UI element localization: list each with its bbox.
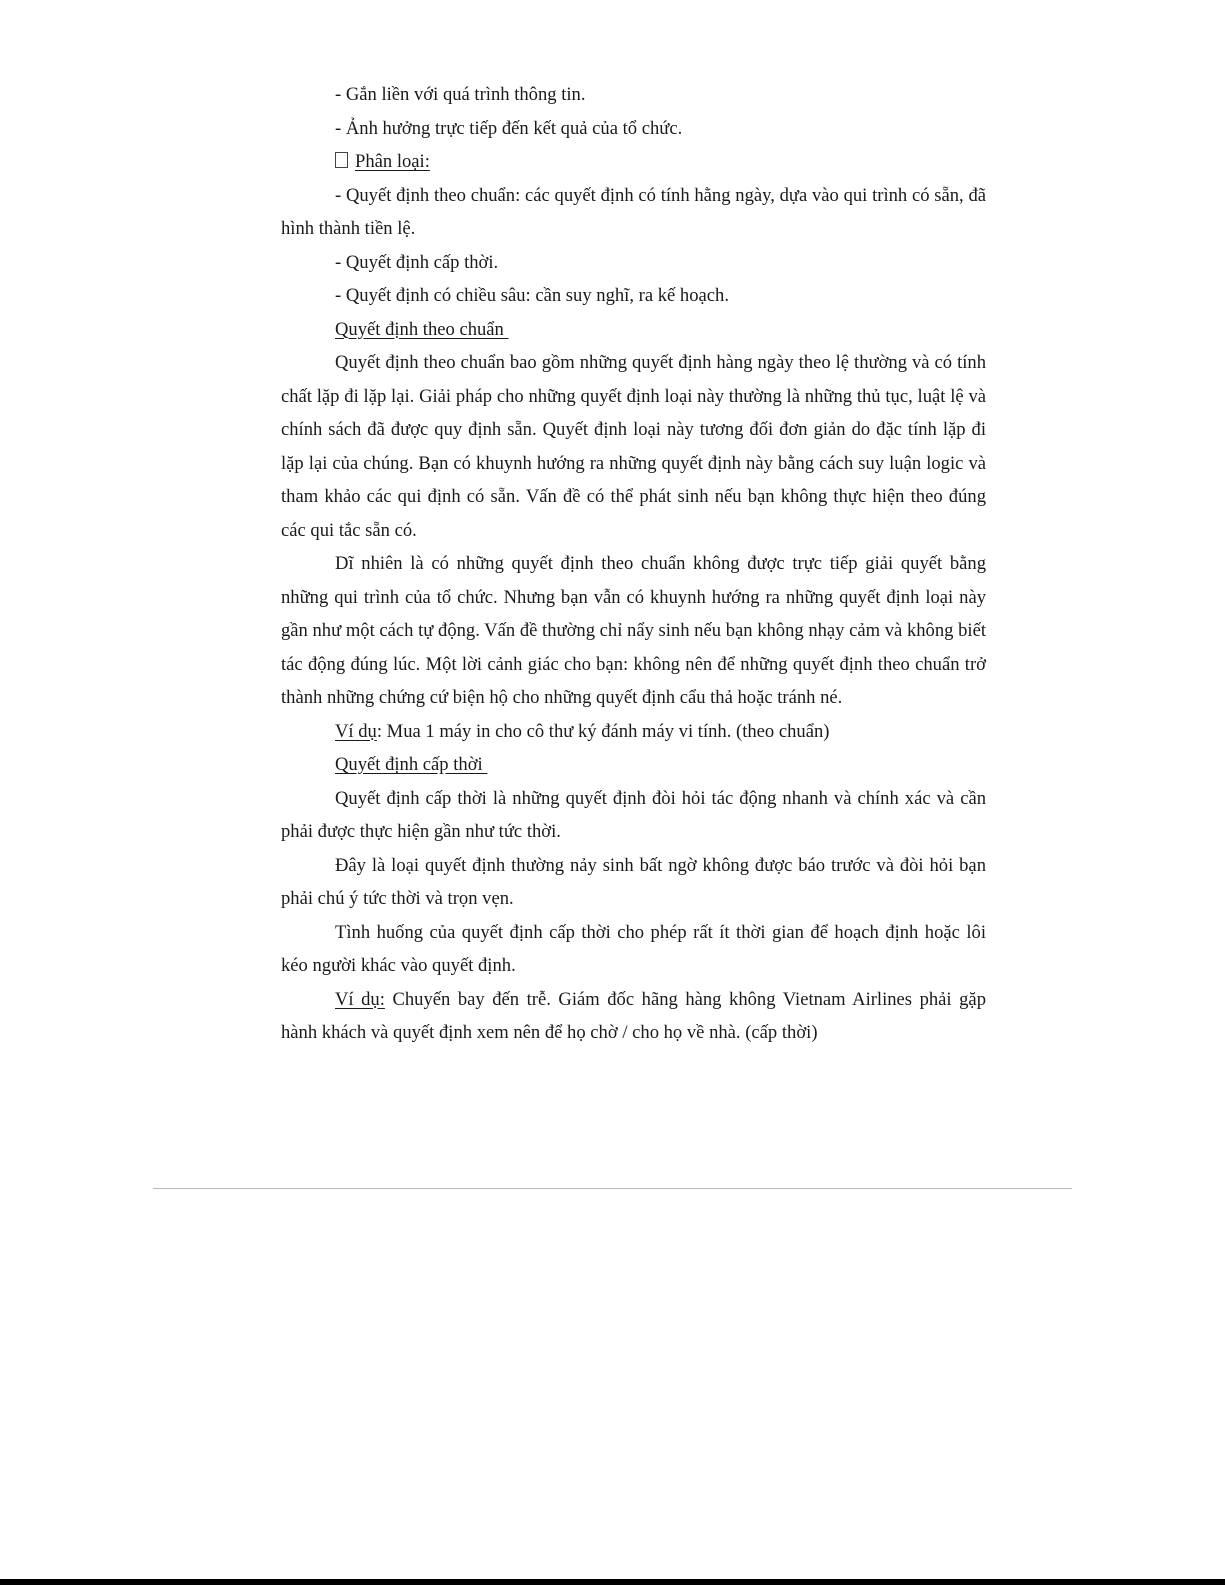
paragraph: Tình huống của quyết định cấp thời cho phép rất ít thời gian để hoạch định hoặc lôi kéo người khác vào quyết định. (281, 921, 986, 976)
paragraph: Đây là loại quyết định thường nảy sinh bất ngờ không được báo trước và đòi hỏi bạn phải chú ý tức thời và trọn vẹn. (281, 854, 986, 909)
section-heading-standard: Quyết định theo chuẩn (335, 318, 509, 340)
paragraph: Quyết định cấp thời là những quyết định đòi hỏi tác động nhanh và chính xác và cần phải được thực hiện gần như tức thời. (281, 787, 986, 842)
example-text: : Mua 1 máy in cho cô thư ký đánh máy vi tính. (theo chuẩn) (376, 720, 830, 742)
classification-label: Phân loại: (355, 151, 430, 172)
page-divider (153, 1188, 1072, 1189)
paragraph: Dĩ nhiên là có những quyết định theo chuẩn không được trực tiếp giải quyết bằng những qui trình của tổ chức. Nhưng bạn vẫn có khuynh hướng ra những quyết định loại này gần như một cách tự động. Vấn đề thường chỉ nẩy sinh nếu bạn không nhạy cảm và không biết tác động đúng lúc. Một lời cảnh giác cho bạn: không nên để những quyết định theo chuẩn trở thành những chứng cứ biện hộ cho những quyết định cẩu thả hoặc tránh né. (281, 553, 986, 708)
section-heading-urgent: Quyết định cấp thời (335, 754, 488, 775)
checkbox-icon (335, 152, 348, 168)
example-label: Ví dụ: (335, 988, 385, 1010)
bullet-line: - Ảnh hưởng trực tiếp đến kết quả của tổ chức. (335, 117, 683, 139)
example-label: Ví dụ (335, 720, 377, 742)
paragraph: Quyết định theo chuẩn bao gồm những quyết định hàng ngày theo lệ thường và có tính chất lặp đi lặp lại. Giải pháp cho những quyết định loại này thường là những thủ tục, luật lệ và chính sách đã được quy định sẵn. Quyết định loại này tương đối đơn giản do đặc tính lặp đi lặp lại của chúng. Bạn có khuynh hướng ra những quyết định này bằng cách suy luận logic và tham khảo các qui định có sẵn. Vấn đề có thể phát sinh nếu bạn không thực hiện theo đúng các qui tắc sẵn có. (281, 352, 986, 541)
bottom-edge-bar (0, 1579, 1225, 1585)
example-line (281, 715, 986, 749)
bullet-line: - Gắn liền với quá trình thông tin. (335, 84, 586, 105)
classification-item: - Quyết định có chiều sâu: cần suy nghĩ, ra kế hoạch. (335, 285, 729, 306)
document-body (281, 78, 986, 1050)
classification-item: - Quyết định cấp thời. (335, 251, 499, 273)
example-text: Chuyến bay đến trễ. Giám đốc hãng hàng không Vietnam Airlines phải gặp hành khách và quyết định xem nên để họ chờ / cho họ về nhà. (cấp thời) (281, 988, 986, 1043)
classification-heading (281, 145, 986, 179)
classification-item: - Quyết định theo chuẩn: các quyết định có tính hằng ngày, dựa vào qui trình có sẵn, đã hình thành tiền lệ. (281, 184, 986, 239)
example-paragraph (281, 983, 986, 1050)
